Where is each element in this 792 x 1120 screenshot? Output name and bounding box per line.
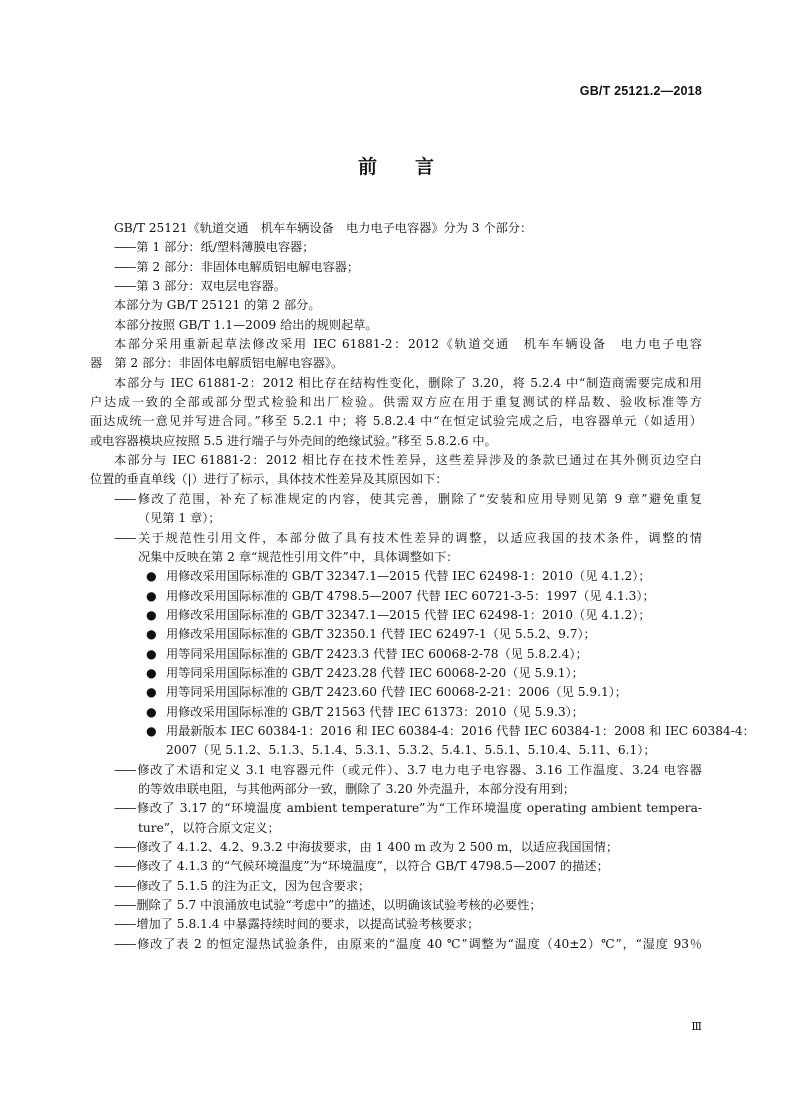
list-item-continuation: （见第 1 章）； <box>138 511 221 526</box>
paragraph-line: 户达成一致的全部或部分型式检验和出厂检验。供需双方应在用于重复测试的样品数、验收标准等方 <box>90 395 702 410</box>
foreword-body <box>90 219 755 954</box>
page-title <box>0 152 792 179</box>
bullet-dot: ● <box>146 627 157 642</box>
bullet-item <box>90 625 702 644</box>
paragraph-line: 本部分与 IEC 61881-2：2012 相比存在技术性差异，这些差异涉及的条款已通过在其外侧页边空白 <box>114 453 702 468</box>
bullet-text: 用等同采用国际标准的 GB/T 2423.60 代替 IEC 60068-2-21：2006（见 5.9.1）； <box>166 685 627 700</box>
list-item: —— 修改了 4.1.2、4.2、9.3.2 中海拔要求，由 1 400 m 改为 2 500 m，以适应我国国情； <box>90 838 702 857</box>
bullet-dot: ● <box>146 569 157 584</box>
list-item: —— 增加了 5.8.1.4 中暴露持续时间的要求，以提高试验考核要求； <box>90 915 702 934</box>
bullet-text: 用修改采用国际标准的 GB/T 32347.1—2015 代替 IEC 62498-1：2010（见 4.1.2）； <box>166 569 651 584</box>
paragraph-line: 本部分按照 GB/T 1.1—2009 给出的规则起草。 <box>114 317 378 332</box>
title-char-1: 前 <box>357 156 377 178</box>
list-item: —— 第 3 部分：双电层电容器。 <box>90 277 702 296</box>
bullet-text: 用等同采用国际标准的 GB/T 2423.28 代替 IEC 60068-2-20（见 5.9.1）； <box>166 665 584 680</box>
list-item: —— 修改了表 2 的恒定湿热试验条件，由原来的“温度 40 ℃”调整为“温度（40±2）℃”，“湿度 93％ <box>90 935 702 954</box>
paragraph-line: 本部分为 GB/T 25121 的第 2 部分。 <box>114 298 321 313</box>
bullet-text: 用等同采用国际标准的 GB/T 2423.3 代替 IEC 60068-2-78（见 5.8.2.4）； <box>166 646 588 661</box>
list-item: —— 第 2 部分：非固体电解质铝电解电容器； <box>90 258 702 277</box>
list-item-continuation: 的等效串联电阻，与其他两部分一致，删除了 3.20 外壳温升，本部分没有用到； <box>138 781 576 796</box>
bullet-item <box>90 703 702 722</box>
bullet-item <box>90 567 702 586</box>
bullet-dot: ● <box>146 723 157 738</box>
bullet-dot: ● <box>146 646 157 661</box>
bullet-dot: ● <box>146 685 157 700</box>
title-char-2: 言 <box>415 156 435 178</box>
list-item: —— 第 1 部分：纸/塑料薄膜电容器； <box>90 238 702 257</box>
list-item: —— 删除了 5.7 中浪涌放电试验“考虑中”的描述，以明确该试验考核的必要性； <box>90 896 702 915</box>
bullet-text: 用修改采用国际标准的 GB/T 4798.5—2007 代替 IEC 60721-3-5：1997（见 4.1.3）； <box>166 588 655 603</box>
list-item: —— 修改了 5.1.5 的注为正文，因为包含要求； <box>90 877 702 896</box>
paragraph-line: 位置的垂直单线（|）进行了标示，具体技术性差异及其原因如下： <box>90 472 448 487</box>
bullet-item <box>90 722 755 741</box>
list-item-continuation: ture”，以符合原文定义； <box>138 820 280 835</box>
list-item: —— 修改了范围，补充了标准规定的内容，使其完善，删除了“安装和应用导则见第 9 章”避免重复 <box>90 490 702 509</box>
bullet-text: 用最新版本 IEC 60384-1：2016 和 IEC 60384-4：2016 代替 IEC 60384-1：2008 和 IEC 60384-4： <box>166 723 755 738</box>
bullet-dot: ● <box>146 607 157 622</box>
paragraph-line: 面达成统一意见并写进合同。”移至 5.2.1 中；将 5.8.2.4 中“在恒定试验完成之后，电容器单元（如适用） <box>90 414 702 429</box>
bullet-continuation: 2007（见 5.1.2、5.1.3、5.1.4、5.3.1、5.3.2、5.4.1、5.5.1、5.10.4、5.11、6.1）； <box>166 743 656 758</box>
paragraph-line: 或电容器模块应按照 5.5 进行端子与外壳间的绝缘试验。”移至 5.8.2.6 中。 <box>90 433 497 448</box>
bullet-item <box>90 587 702 606</box>
list-item: —— 修改了 4.1.3 的“气候环境温度”为“环境温度”，以符合 GB/T 4798.5—2007 的描述； <box>90 857 702 876</box>
paragraph-line: GB/T 25121《轨道交通 机车车辆设备 电力电子电容器》分为 3 个部分： <box>114 221 533 235</box>
bullet-dot: ● <box>146 665 157 680</box>
list-item: —— 修改了术语和定义 3.1 电容器元件（或元件）、3.7 电力电子电容器、3.16 工作温度、3.24 电容器 <box>90 761 702 780</box>
bullet-item <box>90 645 702 664</box>
list-item: —— 修改了 3.17 的“环境温度 ambient temperature”为“工作环境温度 operating ambient tempera- <box>90 799 702 818</box>
bullet-text: 用修改采用国际标准的 GB/T 21563 代替 IEC 61373：2010（见 5.9.3）； <box>166 704 584 719</box>
paragraph-line: 本部分采用重新起草法修改采用 IEC 61881-2：2012《轨道交通 机车车辆设备 电力电子电容 <box>114 337 702 352</box>
paragraph-line: 器 第 2 部分：非固体电解质铝电解电容器》。 <box>90 356 344 371</box>
bullet-item <box>90 606 702 625</box>
list-item-continuation: 况集中反映在第 2 章“规范性引用文件”中，具体调整如下： <box>138 549 459 564</box>
paragraph-line: 本部分与 IEC 61881-2：2012 相比存在结构性变化，删除了 3.20，将 5.2.4 中“制造商需要完成和用 <box>114 375 702 390</box>
bullet-item <box>90 664 702 683</box>
bullet-text: 用修改采用国际标准的 GB/T 32350.1 代替 IEC 62497-1（见 5.5.2、9.7）； <box>166 627 596 642</box>
bullet-text: 用修改采用国际标准的 GB/T 32347.1—2015 代替 IEC 62498-1：2010（见 4.1.2）； <box>166 607 651 622</box>
bullet-dot: ● <box>146 704 157 719</box>
page-number: Ⅲ <box>691 1020 702 1033</box>
bullet-dot: ● <box>146 588 157 603</box>
list-item: —— 关于规范性引用文件，本部分做了具有技术性差异的调整，以适应我国的技术条件，调整的情 <box>90 529 702 548</box>
bullet-item <box>90 683 702 702</box>
document-number: GB/T 25121.2—2018 <box>579 84 702 98</box>
